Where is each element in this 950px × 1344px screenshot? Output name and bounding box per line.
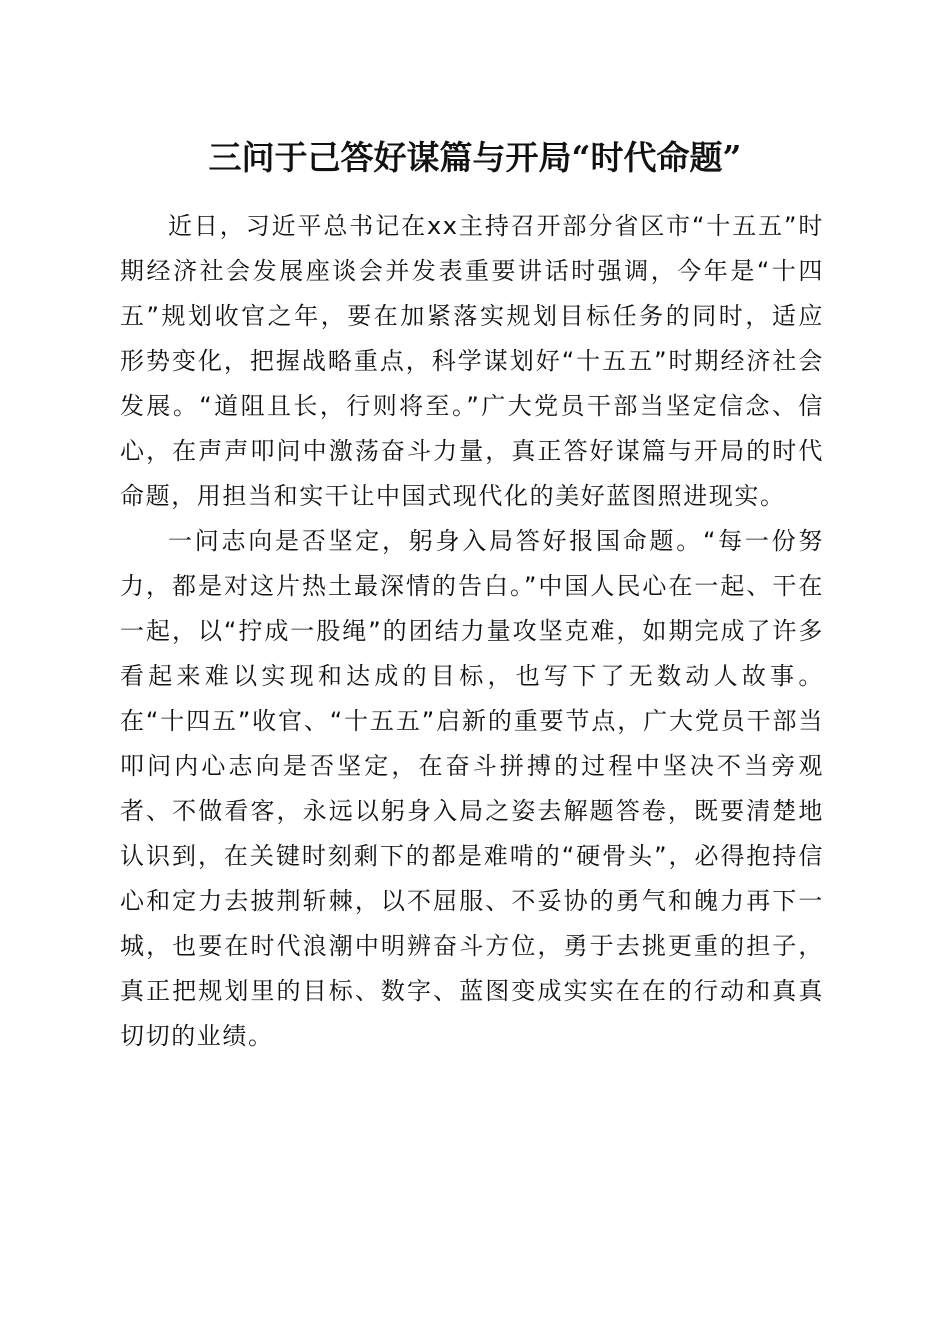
paragraph-first-question: 一问志向是否坚定，躬身入局答好报国命题。“每一份努力，都是对这片热土最深情的告白。”中国人民心在一起、干在一起，以“拧成一股绳”的团结力量攻坚克难，如期完成了许多看起来难以实现和达成的目标，也写下了无数动人故事。在“十四五”收官、“十五五”启新的重要节点，广大党员干部当叩问内心志向是否坚定，在奋斗拼搏的过程中坚决不当旁观者、不做看客，永远以躬身入局之姿去解题答卷，既要清楚地认识到，在关键时刻剩下的都是难啃的“硬骨头”，必得抱持信心和定力去披荆斩棘，以不屈服、不妥协的勇气和魄力再下一城，也要在时代浪潮中明辨奋斗方位，勇于去挑更重的担子，真正把规划里的目标、数字、蓝图变成实实在在的行动和真真切切的业绩。 xyxy=(120,527,824,1050)
paragraph-intro: 近日，习近平总书记在xx主持召开部分省区市“十五五”时期经济社会发展座谈会并发表重要讲话时强调，今年是“十四五”规划收官之年，要在加紧落实规划目标任务的同时，适应形势变化，把握战略重点，科学谋划好“十五五”时期经济社会发展。“道阻且长，行则将至。”广大党员干部当坚定信念、信心，在声声叩问中激荡奋斗力量，真正答好谋篇与开局的时代命题，用担当和实干让中国式现代化的美好蓝图照进现实。 xyxy=(120,212,824,510)
document-body xyxy=(120,204,824,1059)
document-title: 三问于己答好谋篇与开局“时代命题” xyxy=(208,138,742,177)
